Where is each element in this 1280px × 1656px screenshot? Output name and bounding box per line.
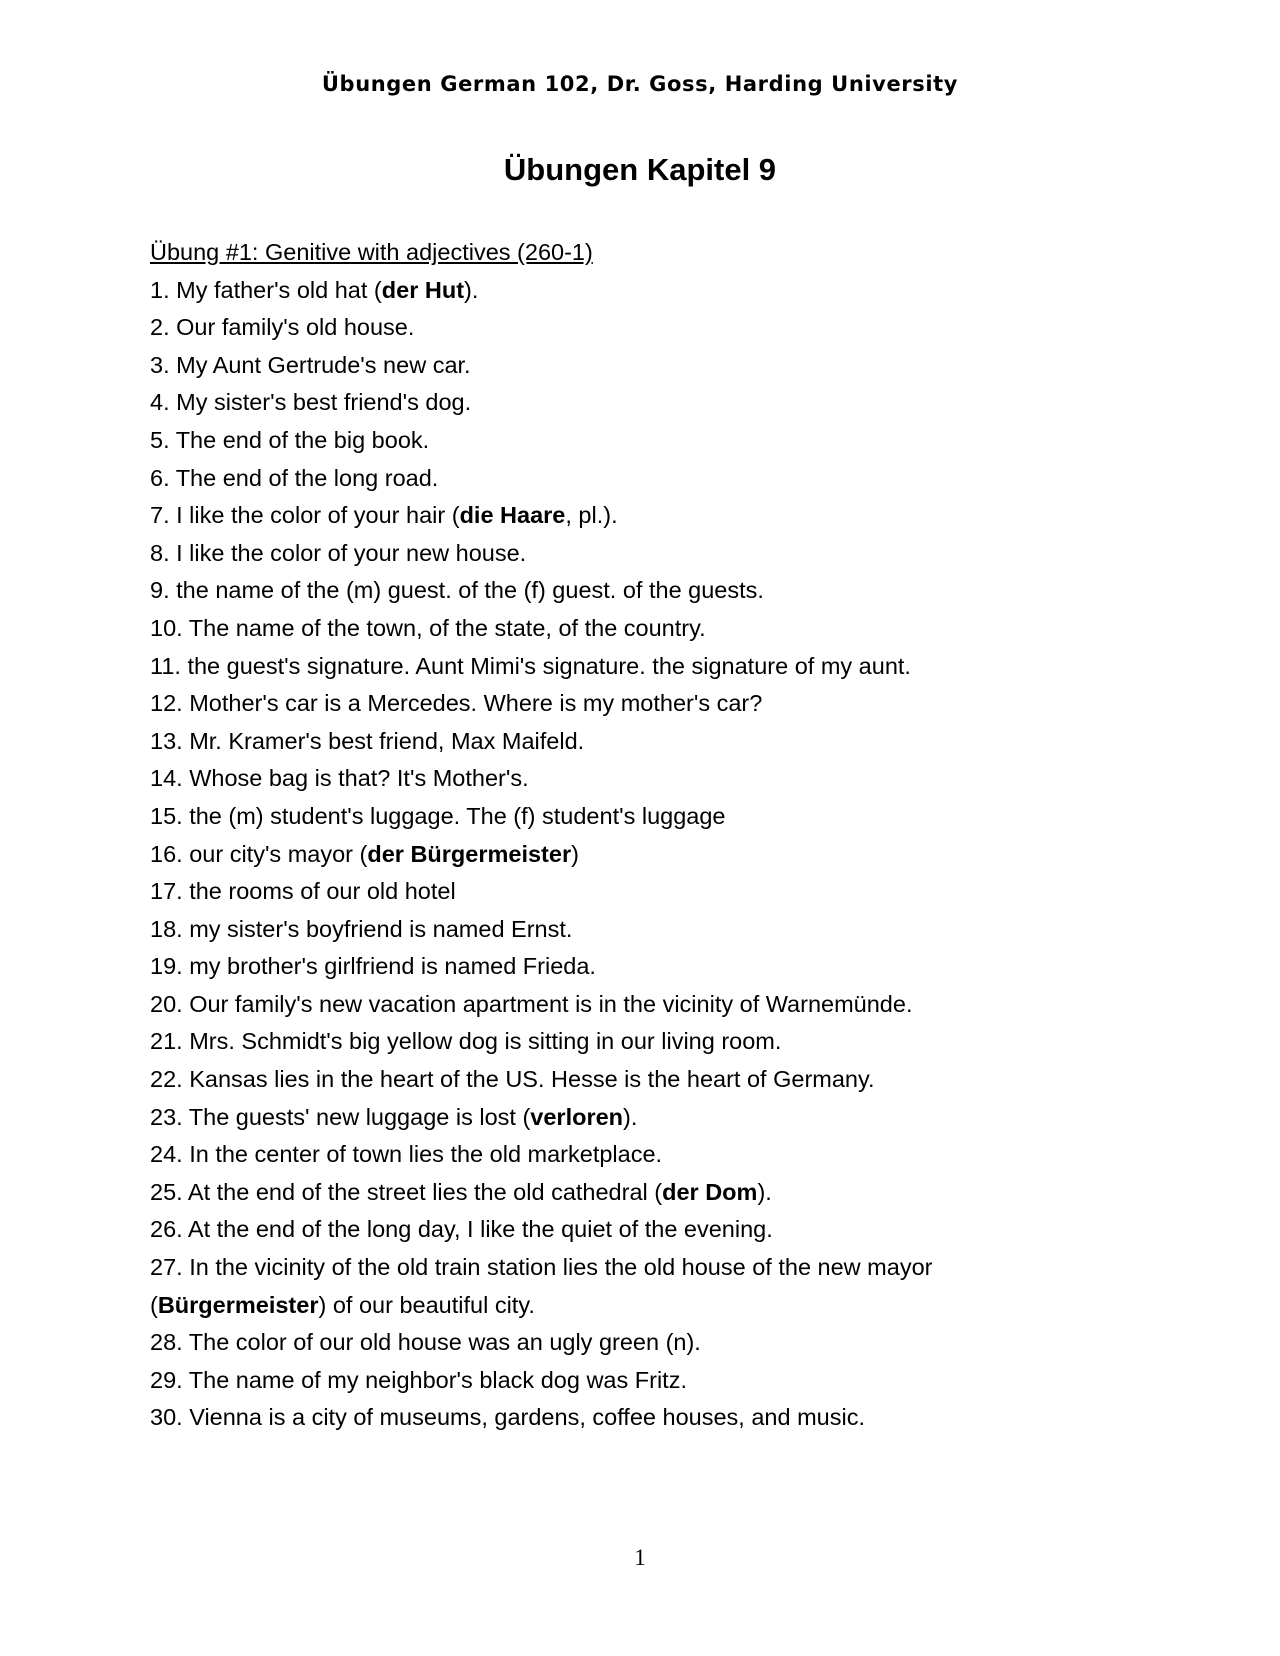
exercise-item — [150, 1136, 1080, 1174]
item-text: 11. the guest's signature. Aunt Mimi's signature. the signature of my aunt. — [150, 652, 911, 679]
exercise-section — [150, 234, 1080, 1437]
item-text: ) — [571, 840, 579, 867]
exercise-item — [150, 1324, 1080, 1362]
exercise-item — [150, 873, 1080, 911]
item-text: 10. The name of the town, of the state, of the country. — [150, 614, 706, 641]
exercise-item — [150, 723, 1080, 761]
item-text: 30. Vienna is a city of museums, gardens, coffee houses, and music. — [150, 1404, 865, 1431]
item-text: 13. Mr. Kramer's best friend, Max Maifeld. — [150, 727, 585, 754]
exercise-item — [150, 911, 1080, 949]
exercise-item — [150, 1249, 1080, 1324]
exercise-item — [150, 535, 1080, 573]
page-title: Übungen Kapitel 9 — [503, 152, 777, 187]
item-text: ). — [623, 1103, 638, 1130]
item-text: 25. At the end of the street lies the old cathedral ( — [150, 1178, 663, 1205]
exercise-item — [150, 1099, 1080, 1137]
exercise-item — [150, 648, 1080, 686]
exercise-item — [150, 497, 1080, 535]
item-text: 3. My Aunt Gertrude's new car. — [150, 351, 471, 378]
item-text: 4. My sister's best friend's dog. — [150, 389, 472, 416]
exercise-item — [150, 1399, 1080, 1437]
exercise-item — [150, 272, 1080, 310]
item-text: 18. my sister's boyfriend is named Ernst. — [150, 915, 573, 942]
exercise-item — [150, 948, 1080, 986]
item-text: 26. At the end of the long day, I like the quiet of the evening. — [150, 1216, 773, 1243]
item-text: 14. Whose bag is that? It's Mother's. — [150, 765, 529, 792]
exercise-heading: Übung #1: Genitive with adjectives (260-1) — [150, 239, 593, 265]
item-text: 23. The guests' new luggage is lost ( — [150, 1103, 531, 1130]
exercise-item — [150, 309, 1080, 347]
item-text: 20. Our family's new vacation apartment is in the vicinity of Warnemünde. — [150, 990, 913, 1017]
item-text: ). — [464, 276, 479, 303]
exercise-item — [150, 685, 1080, 723]
exercise-item — [150, 347, 1080, 385]
item-text: 19. my brother's girlfriend is named Frieda. — [150, 953, 596, 980]
exercise-item — [150, 760, 1080, 798]
exercise-item — [150, 836, 1080, 874]
german-term: Bürgermeister — [157, 1291, 319, 1318]
exercise-item — [150, 1362, 1080, 1400]
german-term: der Hut — [381, 276, 465, 303]
german-term: der Dom — [662, 1178, 758, 1205]
exercise-item — [150, 1023, 1080, 1061]
item-text: 8. I like the color of your new house. — [150, 539, 527, 566]
exercise-item — [150, 460, 1080, 498]
item-text: 9. the name of the (m) guest. of the (f) guest. of the guests. — [150, 577, 764, 604]
german-term: die Haare — [459, 502, 566, 529]
exercise-item — [150, 986, 1080, 1024]
item-text: 16. our city's mayor ( — [150, 840, 368, 867]
item-text: 29. The name of my neighbor's black dog was Fritz. — [150, 1366, 687, 1393]
item-text: ) of our beautiful city. — [318, 1291, 535, 1318]
item-text: 17. the rooms of our old hotel — [150, 878, 456, 905]
item-text: ). — [757, 1178, 772, 1205]
german-term: der Bürgermeister — [367, 840, 572, 867]
page-number: 1 — [634, 1545, 646, 1570]
item-text: 1. My father's old hat ( — [150, 276, 382, 303]
item-text: 5. The end of the big book. — [150, 426, 430, 453]
item-text: 22. Kansas lies in the heart of the US. Hesse is the heart of Germany. — [150, 1066, 875, 1093]
exercise-item — [150, 422, 1080, 460]
exercise-item-list — [150, 272, 1080, 1437]
exercise-item — [150, 1061, 1080, 1099]
document-header: Übungen German 102, Dr. Goss, Harding University — [321, 72, 959, 96]
exercise-item — [150, 572, 1080, 610]
item-text: 6. The end of the long road. — [150, 464, 439, 491]
item-text: 27. In the vicinity of the old train station lies the old house of the new mayor ( — [150, 1254, 933, 1318]
item-text: 24. In the center of town lies the old marketplace. — [150, 1141, 663, 1168]
exercise-item — [150, 384, 1080, 422]
item-text: 21. Mrs. Schmidt's big yellow dog is sitting in our living room. — [150, 1028, 782, 1055]
exercise-item — [150, 1211, 1080, 1249]
item-text: 28. The color of our old house was an ugly green (n). — [150, 1329, 701, 1356]
item-text: 2. Our family's old house. — [150, 314, 415, 341]
exercise-item — [150, 1174, 1080, 1212]
item-text: 7. I like the color of your hair ( — [150, 502, 460, 529]
item-text: , pl.). — [565, 502, 618, 529]
item-text: 12. Mother's car is a Mercedes. Where is my mother's car? — [150, 690, 763, 717]
exercise-item — [150, 798, 1080, 836]
german-term: verloren — [530, 1103, 624, 1130]
item-text: 15. the (m) student's luggage. The (f) student's luggage — [150, 802, 726, 829]
exercise-item — [150, 610, 1080, 648]
